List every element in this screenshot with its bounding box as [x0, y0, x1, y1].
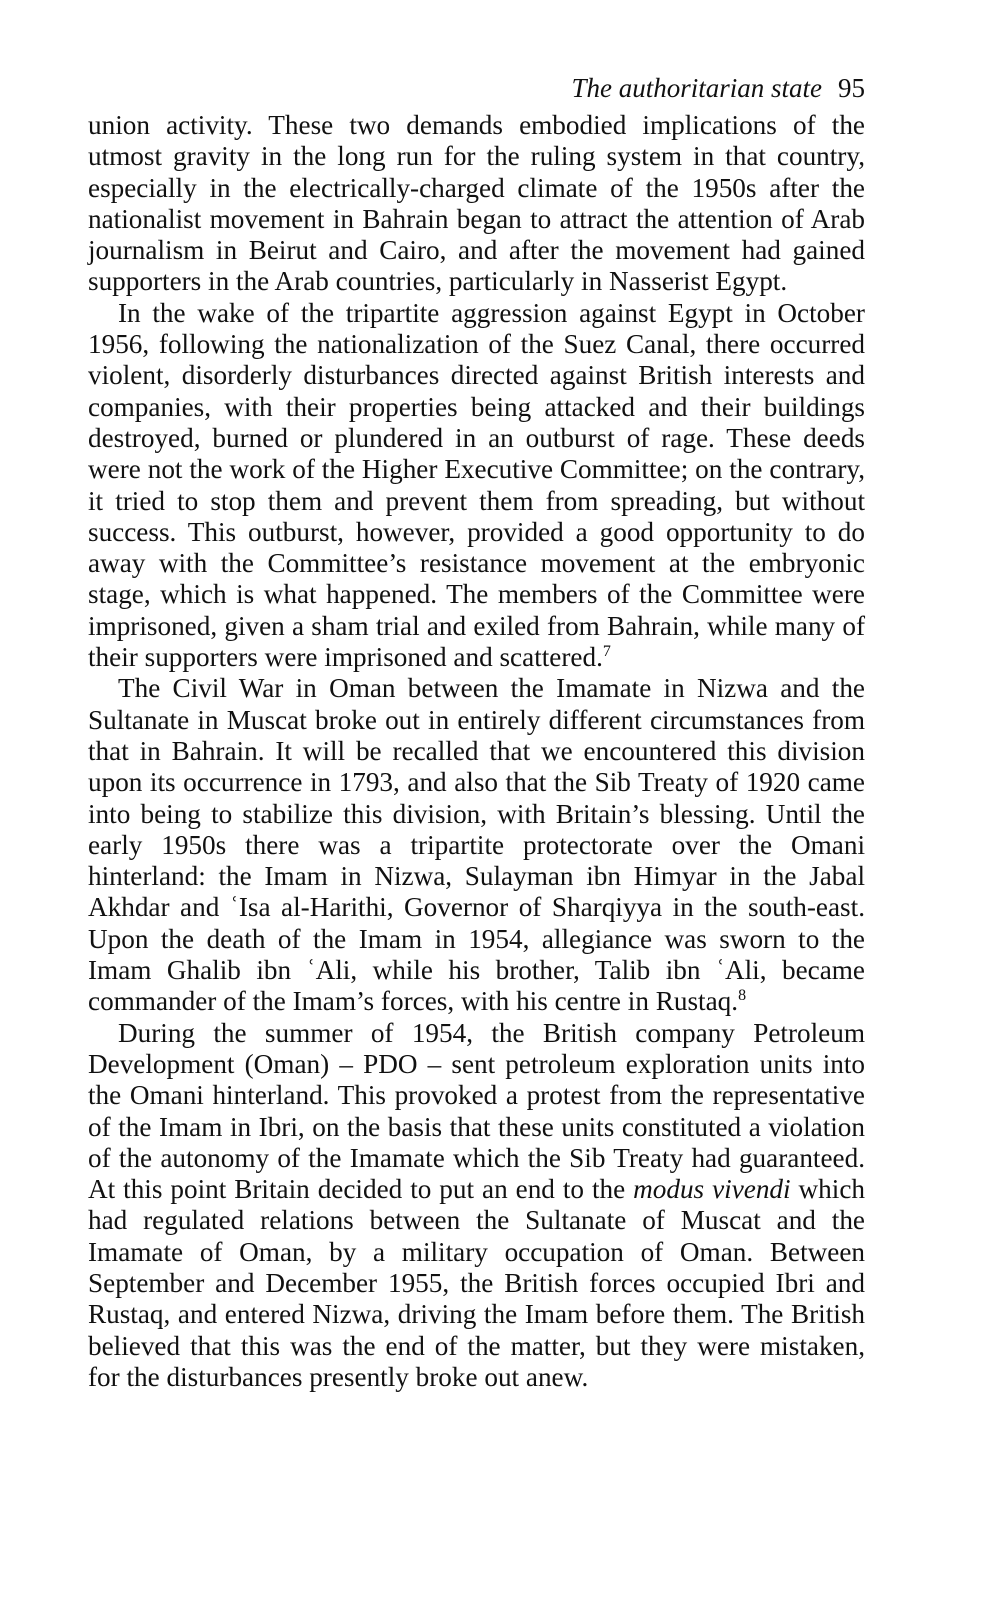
page-number: 95: [838, 73, 865, 103]
italic-phrase: modus vivendi: [633, 1174, 791, 1205]
paragraph-2: [88, 298, 865, 674]
running-title: The authoritarian state: [571, 73, 822, 103]
paragraph-text: In the wake of the tripartite aggression against Egypt in October 1956, following the nationalization of the Suez Canal, there occurred violent, disorderly disturbances directed against British interests and companies, with their properties being attacked and their buildings destroyed, burned or plundered in an outburst of rage. These deeds were not the work of the Higher Executive Committee; on the contrary, it tried to stop them and prevent them from spreading, but without success. This outburst, however, provided a good opportunity to do away with the Committee’s resistance movement at the embryonic stage, which is what happened. The members of the Committee were imprisoned, given a sham trial and exiled from Bahrain, while many of their supporters were imprisoned and scattered.: [88, 297, 865, 673]
paragraph-text: union activity. These two demands embodied implications of the utmost gravity in the long run for the ruling system in that country, especially in the electrically-charged climate of the 1950s after the nationalist movement in Bahrain began to attract the attention of Arab journalism in Beirut and Cairo, and after the movement had gained supporters in the Arab countries, particularly in Nasserist Egypt.: [88, 110, 865, 297]
paragraph-3: [88, 673, 865, 1017]
paragraph-text: The Civil War in Oman between the Imamate in Nizwa and the Sultanate in Muscat broke out in entirely different circumstances from that in Bahrain. It will be recalled that we encountered this division upon its occurrence in 1793, and also that the Sib Treaty of 1920 came into being to stabilize this division, with Britain’s blessing. Until the early 1950s there was a tripartite protectorate over the Omani hinterland: the Imam in Nizwa, Sulayman ibn Himyar in the Jabal Akhdar and ʿIsa al-Harithi, Governor of Sharqiyya in the south-east. Upon the death of the Imam in 1954, allegiance was sworn to the Imam Ghalib ibn ʿAli, while his brother, Talib ibn ʿAli, became commander of the Imam’s forces, with his centre in Rustaq.: [88, 673, 865, 1017]
running-head: [88, 70, 865, 106]
footnote-ref-7: 7: [602, 642, 611, 660]
paragraph-4: [88, 1018, 865, 1394]
body-text: [88, 110, 865, 1393]
book-page: [88, 70, 865, 1393]
paragraph-text: which had regulated relations between the Sultanate of Muscat and the Imamate of Oman, by a military occupation of Oman. Between September and December 1955, the British forces occupied Ibri and Rustaq, and entered Nizwa, driving the Imam before them. The British believed that this was the end of the matter, but they were mistaken, for the disturbances presently broke out anew.: [88, 1174, 865, 1392]
footnote-ref-8: 8: [738, 987, 747, 1005]
paragraph-text: During the summer of 1954, the British company Petroleum Development (Oman) – PDO – sent petroleum exploration units into the Omani hinterland. This provoked a protest from the representative of the Imam in Ibri, on the basis that these units constituted a violation of the autonomy of the Imamate which the Sib Treaty had guaranteed. At this point Britain decided to put an end to the: [88, 1017, 865, 1205]
paragraph-1: [88, 110, 865, 298]
